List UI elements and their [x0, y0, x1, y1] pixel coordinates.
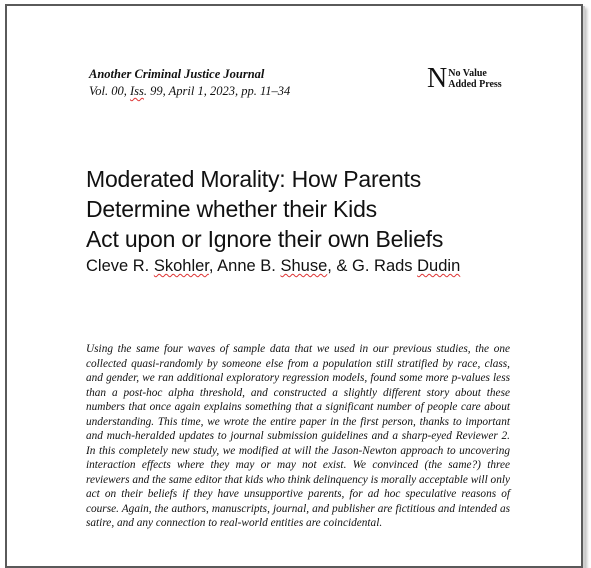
author-sep-1: , Anne B.: [208, 257, 281, 275]
publisher-name: [448, 68, 501, 90]
publisher-logo: [427, 63, 502, 94]
publisher-initial: N: [427, 63, 448, 94]
citation-suffix: . 99, April 1, 2023, pp. 11–34: [143, 84, 291, 98]
title-line-2: Determine whether their Kids: [86, 196, 377, 222]
journal-name: Another Criminal Justice Journal: [89, 67, 265, 81]
title-line-1: Moderated Morality: How Parents: [86, 166, 422, 192]
abstract: Using the same four waves of sample data that we used in our previous studies, the one collected quasi-randomly by someone else from a population still stratified by race, class, and gender, we ran additional exploratory regression models, found some more p-values less than a post-hoc alpha threshold, and constructed a slightly different story about these numbers that once again explains something that a significant number of people care about understanding. This time, we wrote the entire paper in the first person, thanks to important and much-heralded updates to journal submission guidelines and a sharp-eyed Reviewer 2. In this completely new study, we modified at will the Jason-Newton approach to uncovering interaction effects where they may or may not exist. We convinced (the same?) three reviewers and the same editor that kids who think delinquency is morally acceptable will only act on their beliefs if they have unsupportive parents, for ad hoc speculative reasons of course. Again, the authors, manuscripts, journal, and publisher are fictitious and intended as satire, and any connection to real-world entities are coincidental.: [86, 343, 510, 529]
author-sep-2: , & G. Rads: [327, 257, 418, 275]
author-3-last: Dudin: [417, 257, 461, 275]
title-line-3: Act upon or Ignore their own Beliefs: [86, 226, 444, 252]
author-1-first: Cleve R.: [86, 257, 154, 275]
journal-header: [89, 66, 290, 100]
author-2-last: Shuse: [280, 257, 328, 275]
publisher-line-1: No Value: [448, 68, 487, 79]
journal-citation: [89, 83, 290, 100]
author-1-last: Skohler: [153, 257, 209, 275]
paper-page: [7, 6, 581, 566]
document-frame: [5, 4, 583, 568]
publisher-line-2: Added Press: [448, 79, 502, 90]
citation-prefix: Vol. 00,: [89, 84, 130, 98]
paper-title: [86, 164, 546, 254]
cut-off-text: [86, 556, 510, 568]
author-list: [86, 256, 460, 276]
citation-iss: Iss: [129, 84, 144, 98]
